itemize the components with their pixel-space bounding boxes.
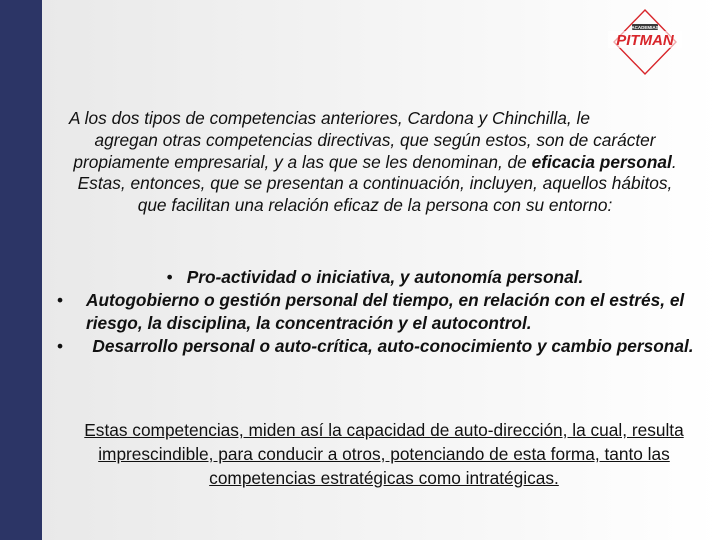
list-item — [50, 266, 700, 289]
bullet-icon: • — [57, 336, 64, 356]
intro-text-after-bold: . Estas, entonces, que se presentan a continuación, incluyen, aquellos hábitos, que facilitan una relación eficaz de la persona con su entorno: — [77, 151, 677, 216]
pitman-logo-icon — [604, 8, 686, 76]
competencies-list — [50, 266, 700, 358]
closing-paragraph: Estas competencias, miden así la capacidad de auto-dirección, la cual, resulta imprescindible, para conducir a otros, potenciando de esta forma, tanto las competencias estratégicas como intratégicas. — [84, 420, 684, 488]
logo-brand-text: PITMAN — [616, 32, 674, 49]
intro-text-before-bold: agregan otras competencias directivas, que según estos, son de carácter propiamente empresarial, y a las que se les denominan, de — [73, 129, 656, 172]
pitman-logo — [604, 8, 686, 76]
list-item — [50, 335, 700, 358]
bullet-icon: • — [166, 267, 173, 287]
list-item-text: Autogobierno o gestión personal del tiempo, en relación con el estrés, el riesgo, la disciplina, la concentración y el autocontrol. — [86, 290, 685, 333]
logo-top-text: ACADEMIAS — [631, 25, 659, 30]
list-item — [50, 289, 700, 335]
list-item-text: Desarrollo personal o auto-crítica, auto-conocimiento y cambio personal. — [92, 336, 694, 356]
intro-bold-term: eficacia personal — [531, 151, 672, 172]
intro-first-line: A los dos tipos de competencias anteriores, Cardona y Chinchilla, le — [69, 108, 590, 128]
bullet-icon: • — [57, 290, 64, 310]
list-item-text: Pro-actividad o iniciativa, y autonomía personal. — [186, 267, 584, 287]
intro-paragraph — [64, 108, 686, 217]
